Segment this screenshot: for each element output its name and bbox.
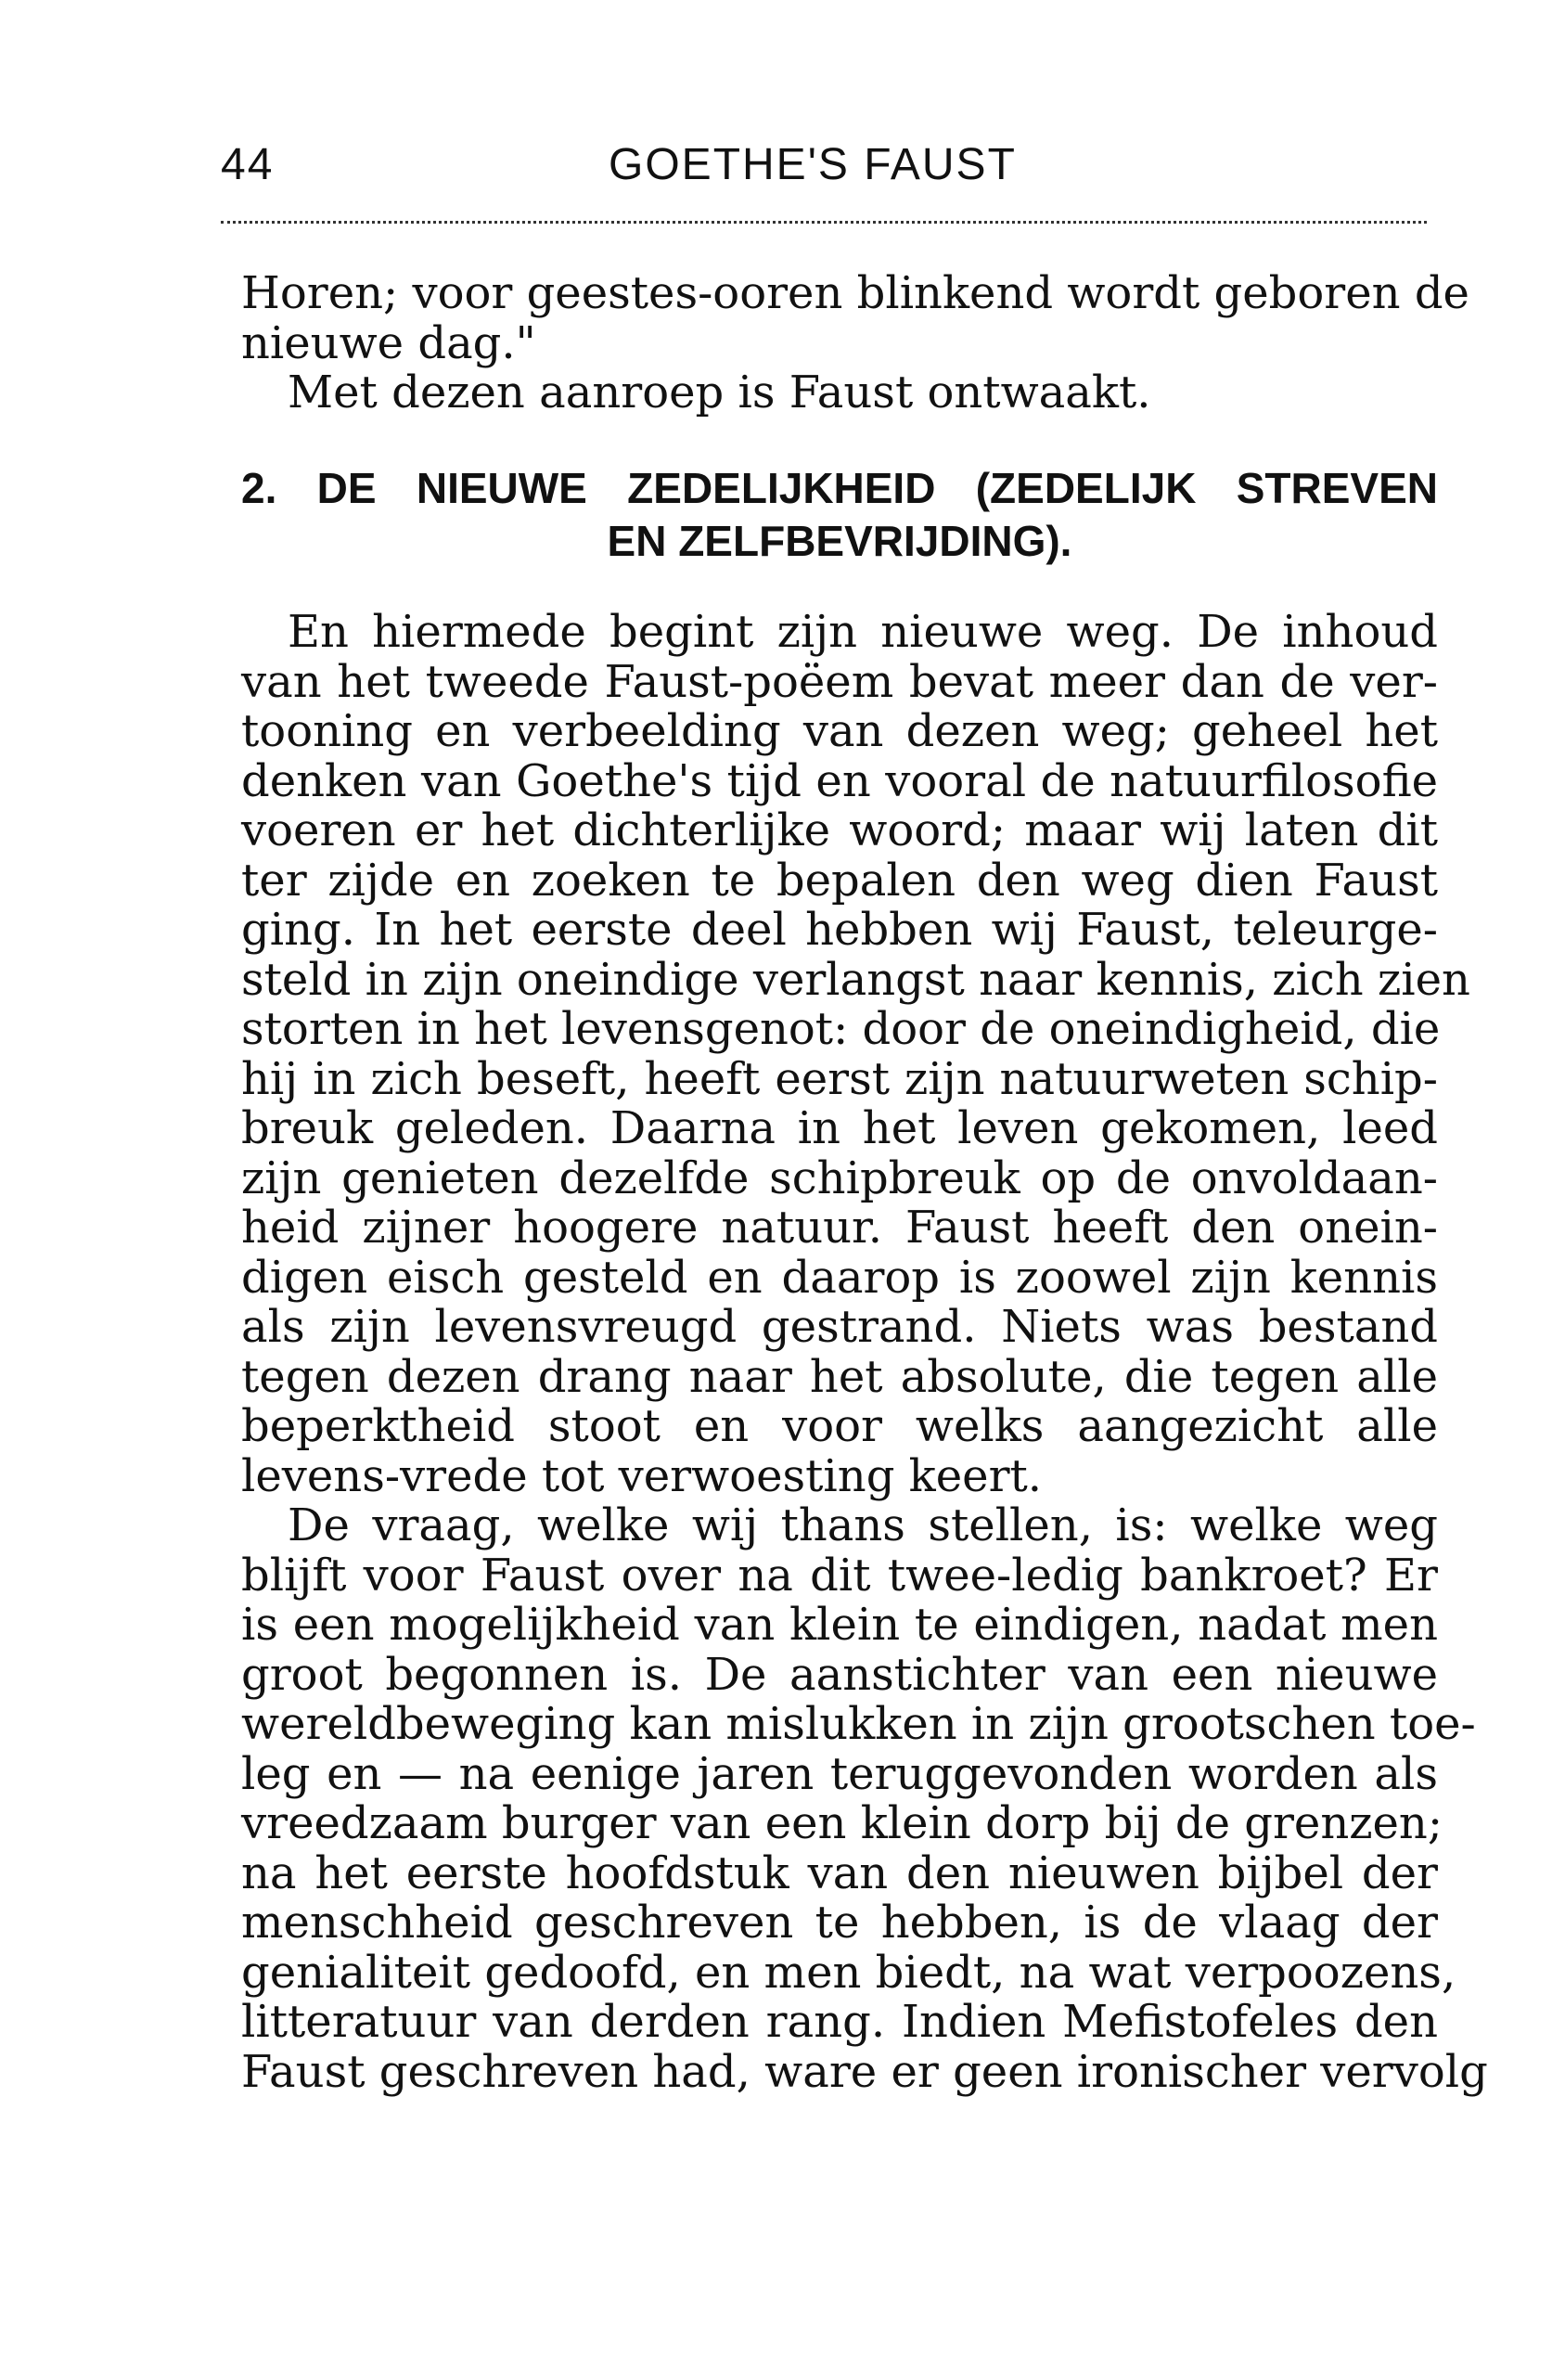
text-line: wereldbeweging kan mislukken in zijn grootschen toe- xyxy=(241,1698,1476,1750)
text-line: voeren er het dichterlijke woord; maar wij laten dit xyxy=(241,804,1438,856)
text-line: als zijn levensvreugd gestrand. Niets was bestand xyxy=(241,1301,1438,1353)
paragraph-1 xyxy=(241,606,1470,1502)
text-line: nieuwe dag." xyxy=(241,316,536,369)
text-line: leg en — na eenige jaren teruggevonden worden als xyxy=(241,1747,1438,1800)
text-line: heid zijner hoogere natuur. Faust heeft den onein- xyxy=(241,1202,1438,1254)
text-line: na het eerste hoofdstuk van den nieuwen bijbel der xyxy=(241,1846,1438,1899)
text-line: digen eisch gesteld en daarop is zoowel zijn kennis xyxy=(241,1251,1438,1304)
intro-text xyxy=(241,267,1469,418)
header-dotted-rule xyxy=(221,221,1427,224)
text-line: Met dezen aanroep is Faust ontwaakt. xyxy=(288,367,1151,418)
running-title: GOETHE'S FAUST xyxy=(609,140,1017,189)
section-heading xyxy=(241,462,1438,568)
text-line: litteratuur van derden rang. Indien Mefistofeles den xyxy=(241,1996,1438,2048)
text-line: van het tweede Faust-poëem bevat meer dan de ver- xyxy=(241,655,1438,708)
text-line: De vraag, welke wij thans stellen, is: welke weg xyxy=(288,1499,1438,1551)
text-line: blijft voor Faust over na dit twee-ledig bankroet? Er xyxy=(241,1549,1438,1602)
body-text xyxy=(241,606,1488,2098)
text-line: denken van Goethe's tijd en vooral de natuurfilosofie xyxy=(241,754,1438,807)
text-line: Faust geschreven had, ware er geen ironischer vervolg xyxy=(241,2045,1488,2098)
text-line: zijn genieten dezelfde schipbreuk op de onvoldaan- xyxy=(241,1151,1438,1204)
text-line: genialiteit gedoofd, en men biedt, na wat verpoozens, xyxy=(241,1946,1456,1999)
text-line: ging. In het eerste deel hebben wij Faust, teleurge- xyxy=(241,904,1438,956)
text-line: beperktheid stoot en voor welks aangezicht alle xyxy=(241,1400,1438,1452)
section-heading-line-2: EN ZELFBEVRIJDING). xyxy=(607,517,1072,565)
section-heading-line-1: 2. DE NIEUWE ZEDELIJKHEID (ZEDELIJK STREVEN xyxy=(241,464,1438,512)
page-number: 44 xyxy=(221,140,275,189)
text-line: tegen dezen drang naar het absolute, die tegen alle xyxy=(241,1350,1438,1403)
text-line: storten in het levensgenot: door de oneindigheid, die xyxy=(241,1003,1441,1055)
page-header xyxy=(221,139,1427,213)
text-line: Horen; voor geestes-ooren blinkend wordt geboren de xyxy=(241,267,1469,319)
text-line: ter zijde en zoeken te bepalen den weg dien Faust xyxy=(241,854,1438,907)
text-line: tooning en verbeelding van dezen weg; geheel het xyxy=(241,705,1438,757)
text-line: En hiermede begint zijn nieuwe weg. De inhoud xyxy=(288,606,1438,658)
text-line: groot begonnen is. De aanstichter van een nieuwe xyxy=(241,1648,1438,1701)
text-line: levens-vrede tot verwoesting keert. xyxy=(241,1449,1043,1502)
text-line: is een mogelijkheid van klein te eindigen, nadat men xyxy=(241,1599,1438,1651)
text-line: steld in zijn oneindige verlangst naar kennis, zich zien xyxy=(241,953,1470,1006)
text-line: hij in zich beseft, heeft eerst zijn natuurweten schip- xyxy=(241,1052,1438,1105)
text-line: vreedzaam burger van een klein dorp bij de grenzen; xyxy=(241,1797,1443,1849)
text-line: breuk geleden. Daarna in het leven gekomen, leed xyxy=(241,1102,1438,1154)
paragraph-2 xyxy=(241,1499,1488,2098)
text-line: menschheid geschreven te hebben, is de vlaag der xyxy=(241,1897,1438,1949)
